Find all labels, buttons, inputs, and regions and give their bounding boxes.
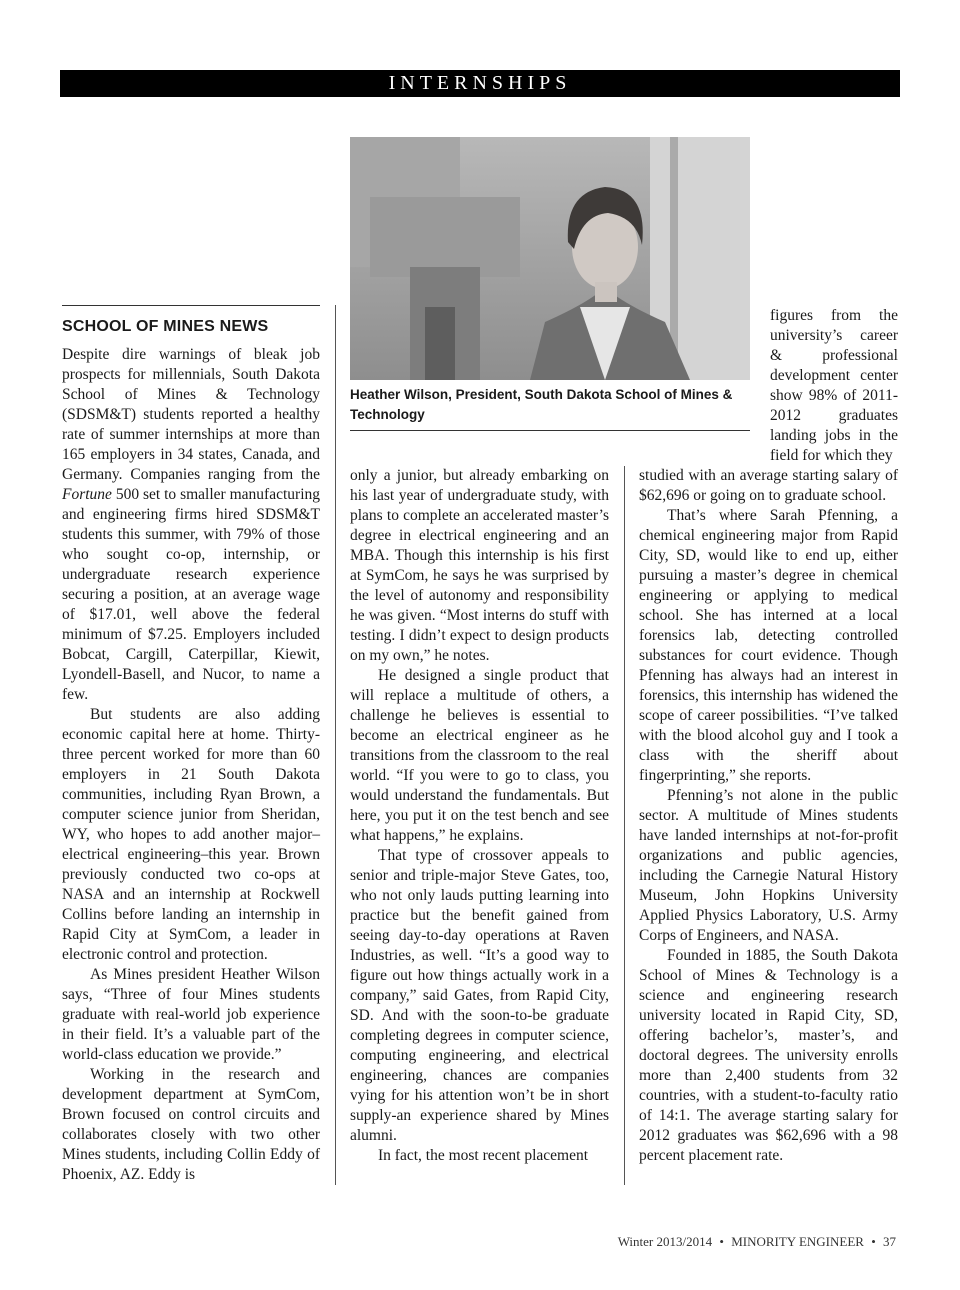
article-column-2 [350,466,609,1166]
column-3-wrap-text: figures from the university’s career & professional development center show 98% of 2011-2012 graduates landing jobs in the field for which they [770,307,898,464]
section-heading: SCHOOL OF MINES NEWS [62,318,269,335]
paragraph: As Mines president Heather Wilson says, “Three of four Mines students graduate with real-world job experience in their field. It’s a valuable part of the world-class education we provide.” [62,966,320,1063]
column-divider-2 [624,466,625,1185]
portrait-photo [350,137,750,380]
footer-magazine: MINORITY ENGINEER [731,1234,864,1249]
paragraph: But students are also adding economic capital here at home. Thirty-three percent worked for more than 60 employers in 21 South Dakota communities, including Ryan Brown, a computer science junior from Sheridan, WY, who hopes to add another major–electrical engineering–this year. Brown previously conducted two co-ops at NASA and an internship at Rockwell Collins before landing an internship in Rapid City at SymCom, a leader in electronic control and protection. [62,706,320,963]
paragraph: That type of crossover appeals to senior and triple-major Steve Gates, too, who not only lauds putting learning into practice but the benefit gained from seeing day-to-day operations at Raven Industries, as well. “It’s a good way to figure out how things actually work in a company,” said Gates, from Rapid City, SD. And with the soon-to-be graduate completing degrees in computer science, computing engineering, and electrical engineering, chances are companies vying for his attention won’t be in short supply-an experience shared by Mines alumni. [350,847,609,1144]
photo-caption: Heather Wilson, President, South Dakota School of Mines & Technology [350,387,733,422]
section-banner: INTERNSHIPS [60,70,900,97]
paragraph: In fact, the most recent placement [378,1147,589,1164]
paragraph: studied with an average starting salary of $62,696 or going on to graduate school. [639,467,898,504]
footer-bullet: • [871,1234,876,1249]
page-footer [616,1234,898,1250]
paragraph: Pfenning’s not alone in the public sector. A multitude of Mines students have landed internships at not-for-profit organizations and public agencies, including the Carnegie Natural History Museum, John Hopkins University Applied Physics Laboratory, U.S. Army Corps of Engineers, and NASA. [639,787,898,944]
paragraph: He designed a single product that will replace a multitude of others, a challenge he believes is essential to become an electrical engineer as he transitions from the classroom to the real world. “If you were to go to class, you would understand the fundamentals. But here, you put it on the test bench and see what happens,” he explains. [350,667,609,844]
column-divider-1 [335,305,336,1185]
paragraph: That’s where Sarah Pfenning, a chemical engineering major from Rapid City, SD, would like to end up, either pursuing a master’s degree in chemical engineering or applying to medical school. She has interned at a local forensics lab, detecting controlled substances for court evidence. Though Pfenning has always had an interest in forensics, this internship has widened the scope of career possibilities. “I’ve talked with the blood alcohol guy and I took a class with the sheriff about fingerprinting,” she reports. [639,507,898,784]
article-column-1 [62,345,320,1185]
footer-page-number: 37 [883,1234,896,1249]
footer-issue: Winter 2013/2014 [617,1234,713,1249]
footer-bullet: • [719,1234,724,1249]
paragraph: Founded in 1885, the South Dakota School of Mines & Technology is a science and engineering research university located in Rapid City, SD, offering bachelor’s, master’s, and doctoral degrees. The university enrolls more than 2,400 students from 32 countries, with a student-to-faculty ratio of 14:1. The average starting salary for 2012 graduates was $62,696 with a 98 percent placement rate. [639,947,898,1164]
article-column-3 [639,466,898,1166]
paragraph: only a junior, but already embarking on his last year of undergraduate study, with plans to complete an accelerated master’s degree in electrical engineering and an MBA. Though this internship is his first at SymCom, he says he was surprised by the level of autonomy and responsibility he was given. “Most interns do stuff with testing. I didn’t expect to design products on my own,” he notes. [350,467,609,664]
portrait-image [350,137,750,380]
caption-rule [350,430,750,431]
paragraph: Despite dire warnings of bleak job prospects for millennials, South Dakota School of Mines & Technology (SDSM&T) students reported a healthy rate of summer internships at more than 165 employers in 34 states, Canada, and Germany. Companies ranging from the Fortune 500 set to smaller manufacturing and engineering firms hired SDSM&T students this summer, with 79% of those who sought co-op, internship, or undergraduate research experience securing a position, at an average wage of $17.01, well above the federal minimum of $7.25. Employers included Bobcat, Cargill, Caterpillar, Kiewit, Lyondell-Basell, and Nucor, to name a few. [62,346,320,703]
heading-rule [62,305,320,306]
paragraph: Working in the research and development department at SymCom, Brown focused on control circuits and collaborates closely with two other Mines students, including Collin Eddy of Phoenix, AZ. Eddy is [62,1066,320,1183]
